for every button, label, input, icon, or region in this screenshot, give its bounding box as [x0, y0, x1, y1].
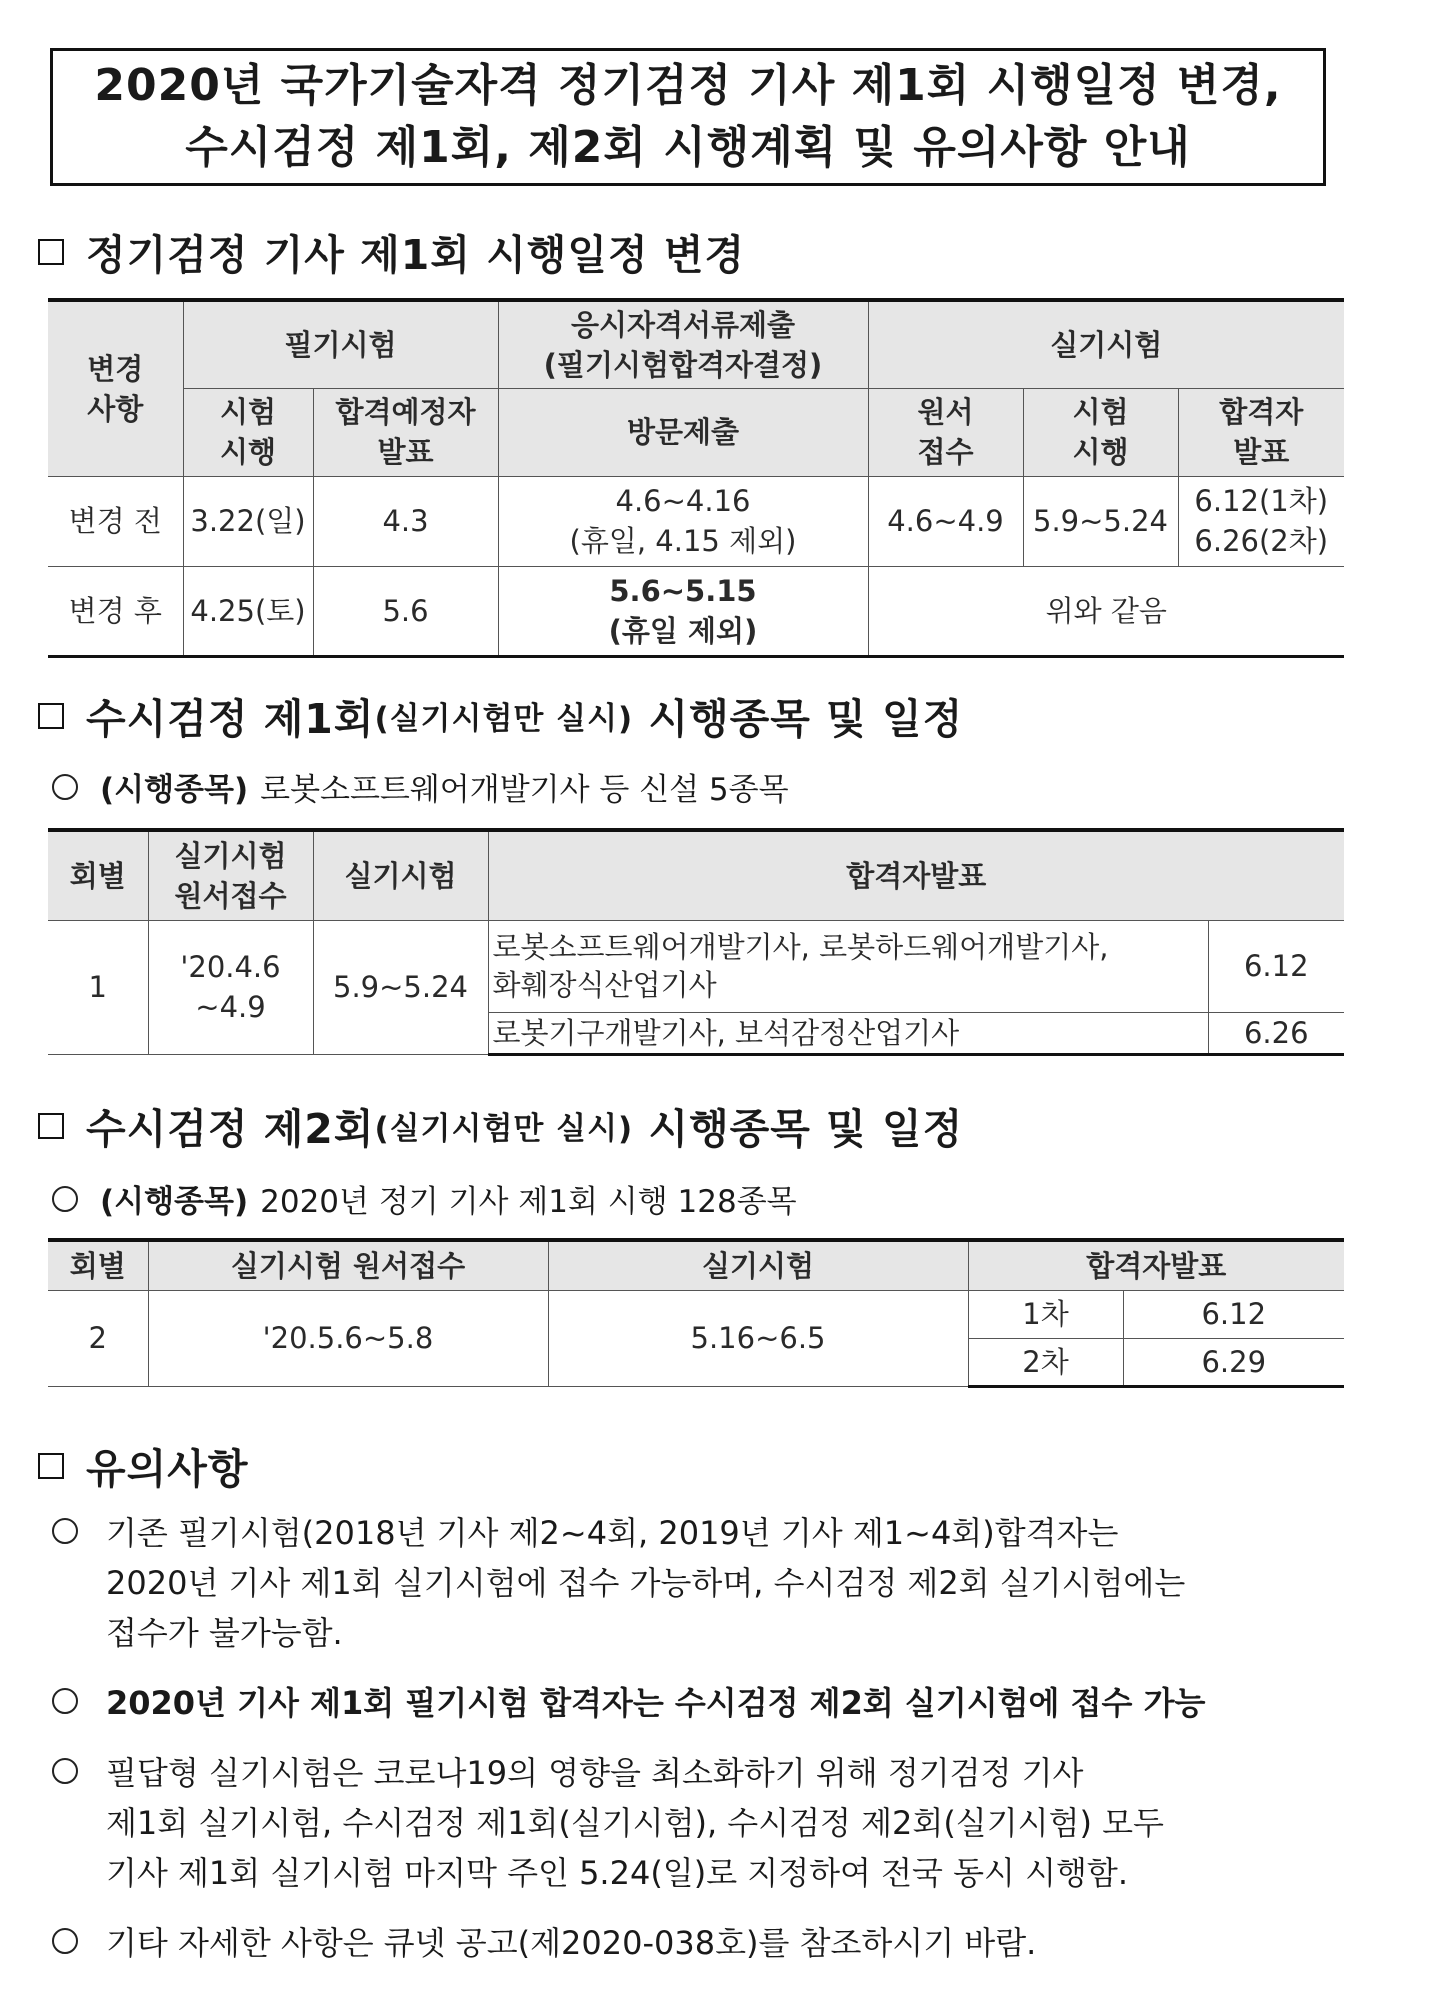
note-item — [52, 1918, 1342, 1968]
circle-bullet-icon — [52, 1688, 78, 1714]
before-docs: 4.6~4.16 (휴일, 4.15 제외) — [498, 476, 868, 566]
header-application: 실기시험 원서접수 — [148, 1240, 548, 1290]
header-round: 회별 — [48, 1240, 148, 1290]
table-row-before — [48, 476, 1344, 566]
title-line-1: 2020년 국가기술자격 정기검정 기사 제1회 시행일정 변경, — [94, 60, 1282, 111]
after-label: 변경 후 — [48, 566, 183, 656]
header-application: 실기시험 원서접수 — [148, 830, 313, 920]
header-doc-submission: 응시자격서류제출 (필기시험합격자결정) — [498, 300, 868, 388]
note-1-line-3: 접수가 불가능함. — [106, 1614, 343, 1652]
notes-list — [52, 1508, 1342, 1988]
first-announcement-label: 1차 — [968, 1290, 1123, 1338]
title-line-2: 수시검정 제1회, 제2회 시행계획 및 유의사항 안내 — [185, 122, 1191, 173]
header-round: 회별 — [48, 830, 148, 920]
section-3-bullet — [52, 1176, 797, 1221]
note-item — [52, 1678, 1342, 1728]
round-number: 1 — [48, 920, 148, 1054]
after-exam: 4.25(토) — [183, 566, 313, 656]
items-group-2: 로봇기구개발기사, 보석감정산업기사 — [488, 1012, 1208, 1054]
before-label: 변경 전 — [48, 476, 183, 566]
application-period: '20.5.6~5.8 — [148, 1290, 548, 1386]
section-2-heading-note: (실기시험만 실시) — [374, 701, 634, 737]
section-1-heading — [38, 222, 745, 281]
after-same: 위와 같음 — [868, 566, 1344, 656]
square-bullet-icon — [38, 1113, 64, 1139]
note-2-line-1: 2020년 기사 제1회 필기시험 합격자는 수시검정 제2회 실기시험에 접수 가능 — [106, 1684, 1206, 1722]
section-3-heading-text: 수시검정 제2회 — [86, 1105, 375, 1153]
circle-bullet-icon — [52, 1518, 78, 1544]
circle-bullet-icon — [52, 774, 78, 800]
header-pass-planned: 합격예정자 발표 — [313, 388, 498, 476]
table-row — [48, 920, 1344, 1012]
section-3-bullet-text: 2020년 정기 기사 제1회 시행 128종목 — [260, 1184, 797, 1220]
section-3-heading-tail: 시행종목 및 일정 — [633, 1105, 964, 1153]
header-pass-announcement: 합격자발표 — [488, 830, 1344, 920]
header-application: 원서 접수 — [868, 388, 1023, 476]
pass-date-1: 6.12 — [1208, 920, 1344, 1012]
note-4-line-1: 기타 자세한 사항은 큐넷 공고(제2020-038호)를 참조하시기 바람. — [106, 1924, 1037, 1962]
table-row — [48, 1290, 1344, 1338]
after-docs: 5.6~5.15 (휴일 제외) — [498, 566, 868, 656]
section-2-bullet-label: (시행종목) — [100, 772, 249, 808]
before-practical-pass: 6.12(1차) 6.26(2차) — [1178, 476, 1344, 566]
note-3-line-2: 제1회 실기시험, 수시검정 제1회(실기시험), 수시검정 제2회(실기시험) 모두 — [106, 1804, 1164, 1842]
section-3-heading-note: (실기시험만 실시) — [374, 1111, 634, 1147]
header-written-exam: 필기시험 — [183, 300, 498, 388]
pass-date-2: 6.26 — [1208, 1012, 1344, 1054]
note-3-line-1: 필답형 실기시험은 코로나19의 영향을 최소화하기 위해 정기검정 기사 — [106, 1754, 1084, 1792]
second-announcement-date: 6.29 — [1123, 1338, 1344, 1386]
schedule-change-table — [48, 298, 1344, 658]
section-3-bullet-label: (시행종목) — [100, 1184, 249, 1220]
first-announcement-date: 6.12 — [1123, 1290, 1344, 1338]
section-1-heading-text: 정기검정 기사 제1회 시행일정 변경 — [86, 231, 746, 279]
header-practical-exam: 실기시험 — [313, 830, 488, 920]
square-bullet-icon — [38, 239, 64, 265]
header-change-items: 변경 사항 — [48, 300, 183, 476]
round2-table — [48, 1238, 1344, 1388]
section-2-bullet — [52, 764, 789, 809]
before-pass: 4.3 — [313, 476, 498, 566]
exam-period: 5.9~5.24 — [313, 920, 488, 1054]
items-group-1: 로봇소프트웨어개발기사, 로봇하드웨어개발기사, 화훼장식산업기사 — [488, 920, 1208, 1012]
before-exam: 3.22(일) — [183, 476, 313, 566]
note-3-line-3: 기사 제1회 실기시험 마지막 주인 5.24(일)로 지정하여 전국 동시 시행함. — [106, 1854, 1129, 1892]
before-apply: 4.6~4.9 — [868, 476, 1023, 566]
round-number: 2 — [48, 1290, 148, 1386]
circle-bullet-icon — [52, 1928, 78, 1954]
section-4-heading-text: 유의사항 — [86, 1445, 249, 1493]
table-row-after — [48, 566, 1344, 656]
header-practical-exam: 실기시험 — [548, 1240, 968, 1290]
second-announcement-label: 2차 — [968, 1338, 1123, 1386]
header-practical-pass: 합격자 발표 — [1178, 388, 1344, 476]
header-pass-announcement: 합격자발표 — [968, 1240, 1344, 1290]
note-1-line-1: 기존 필기시험(2018년 기사 제2~4회, 2019년 기사 제1~4회)합격자는 — [106, 1514, 1119, 1552]
after-pass: 5.6 — [313, 566, 498, 656]
before-practical-exam: 5.9~5.24 — [1023, 476, 1178, 566]
section-4-heading — [38, 1436, 248, 1495]
square-bullet-icon — [38, 703, 64, 729]
section-2-heading-tail: 시행종목 및 일정 — [633, 695, 964, 743]
note-item — [52, 1748, 1342, 1898]
header-exam-date: 시험 시행 — [183, 388, 313, 476]
application-period: '20.4.6 ~4.9 — [148, 920, 313, 1054]
header-practical-date: 시험 시행 — [1023, 388, 1178, 476]
circle-bullet-icon — [52, 1758, 78, 1784]
title-box — [50, 48, 1326, 186]
circle-bullet-icon — [52, 1186, 78, 1212]
section-2-heading — [38, 686, 963, 745]
square-bullet-icon — [38, 1453, 64, 1479]
header-visit-submission: 방문제출 — [498, 388, 868, 476]
header-practical-exam: 실기시험 — [868, 300, 1344, 388]
section-2-heading-text: 수시검정 제1회 — [86, 695, 375, 743]
note-item — [52, 1508, 1342, 1658]
section-3-heading — [38, 1096, 963, 1155]
note-1-line-2: 2020년 기사 제1회 실기시험에 접수 가능하며, 수시검정 제2회 실기시험에는 — [106, 1564, 1186, 1602]
exam-period: 5.16~6.5 — [548, 1290, 968, 1386]
section-2-bullet-text: 로봇소프트웨어개발기사 등 신설 5종목 — [260, 772, 789, 808]
round1-table — [48, 828, 1344, 1056]
